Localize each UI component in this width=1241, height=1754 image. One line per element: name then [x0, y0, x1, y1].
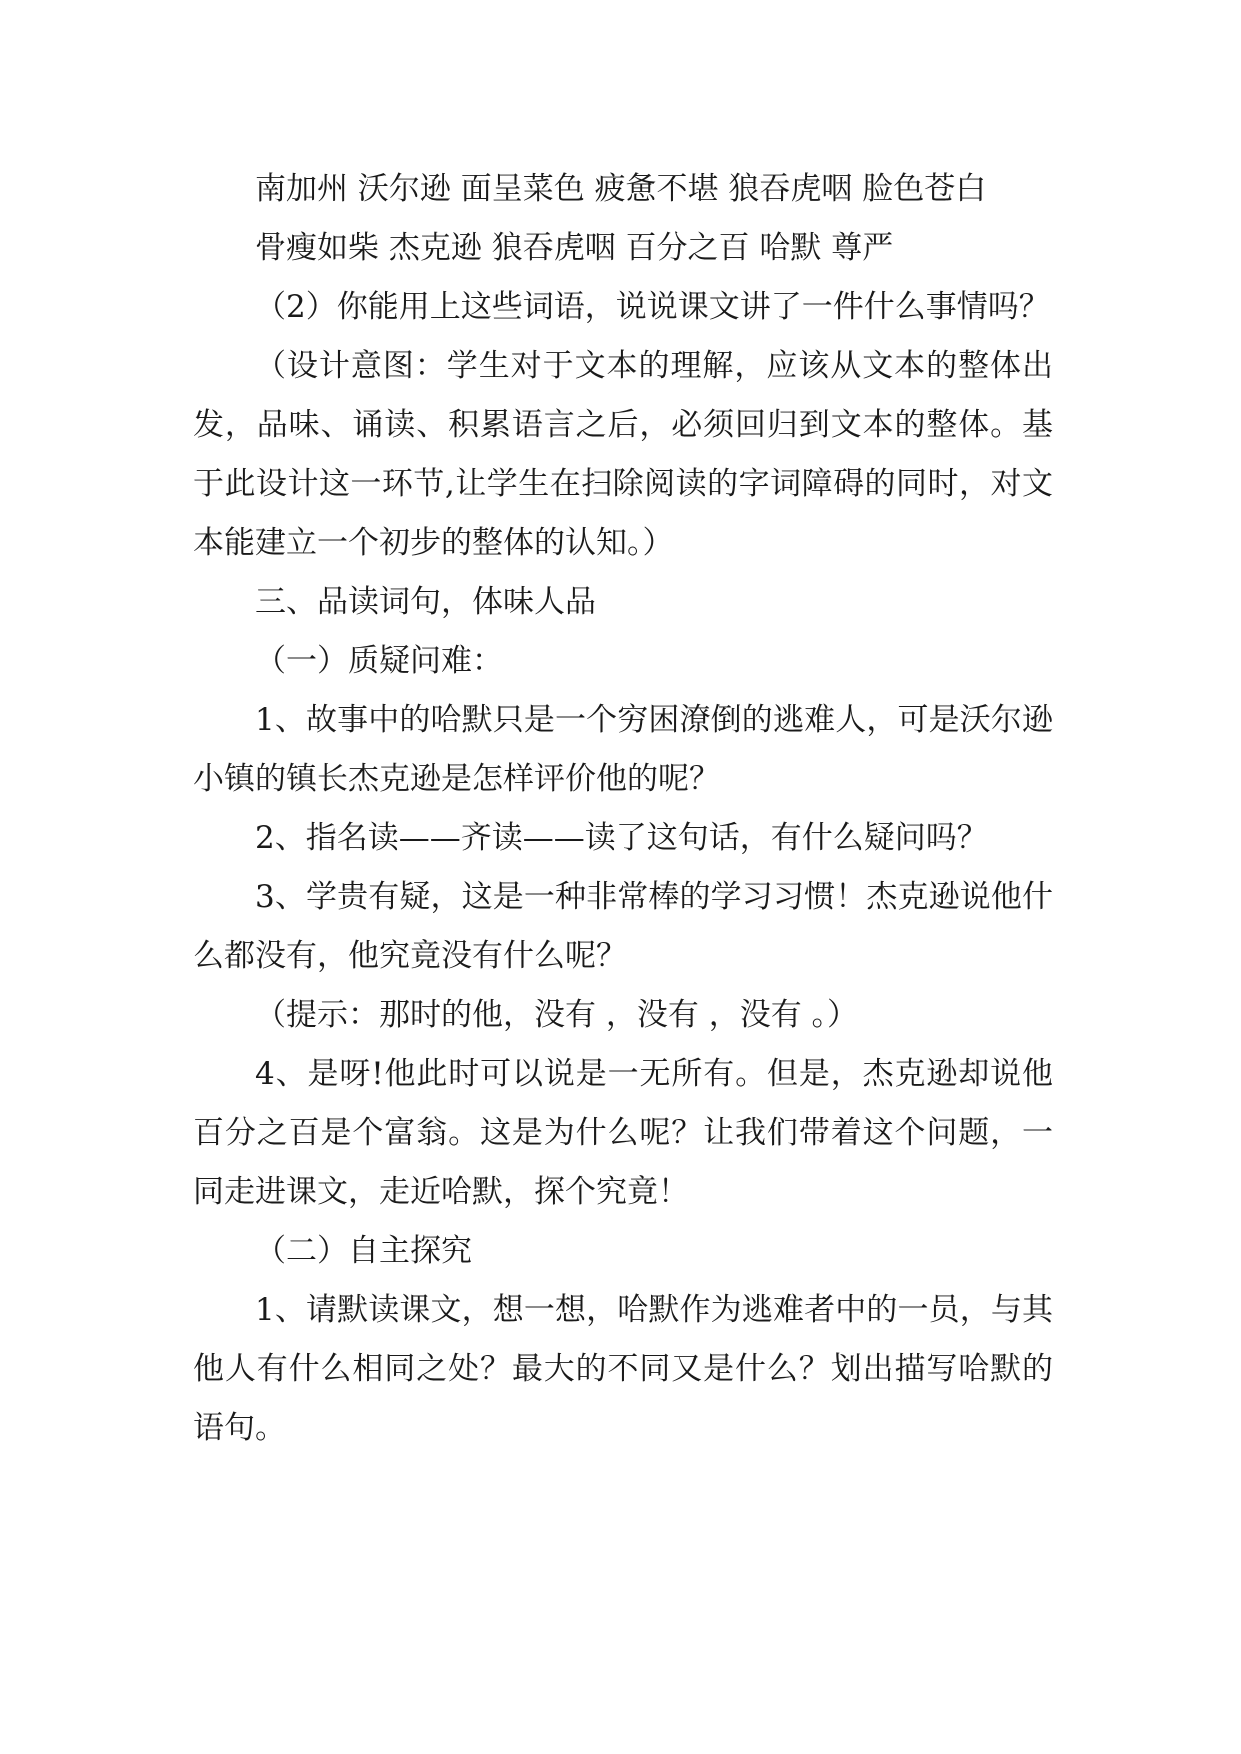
hint-line: （提示：那时的他，没有 ，没有 ，没有 。）: [255, 997, 859, 1033]
subsection-heading-2: （二）自主探究: [255, 1233, 472, 1269]
section-heading-3: 三、品读词句，体味人品: [255, 584, 596, 620]
inquiry-item-1: 1、请默读课文，想一想，哈默作为逃难者中的一员，与其他人有什么相同之处？最大的不同又是什么？划出描写哈默的语句。: [193, 1292, 1053, 1446]
vocab-line-1: 南加州 沃尔逊 面呈菜色 疲惫不堪 狼吞虎咽 脸色苍白: [255, 171, 987, 207]
design-intent: （设计意图：学生对于文本的理解，应该从文本的整体出发，品味、诵读、积累语言之后，必须回归到文本的整体。基于此设计这一环节,让学生在扫除阅读的字词障碍的同时，对文本能建立一个初步的整体的认知。）: [193, 348, 1053, 561]
vocab-line-2: 骨瘦如柴 杰克逊 狼吞虎咽 百分之百 哈默 尊严: [255, 230, 894, 266]
item-4: 4、是呀!他此时可以说是一无所有。但是，杰克逊却说他百分之百是个富翁。这是为什么呢？让我们带着这个问题，一同走进课文，走近哈默，探个究竟！: [193, 1056, 1053, 1210]
item-2: 2、指名读——齐读——读了这句话，有什么疑问吗？: [255, 820, 988, 856]
question-2: （2）你能用上这些词语，说说课文讲了一件什么事情吗？: [255, 289, 1050, 325]
item-1: 1、故事中的哈默只是一个穷困潦倒的逃难人，可是沃尔逊小镇的镇长杰克逊是怎样评价他的呢？: [193, 702, 1053, 797]
item-3: 3、学贵有疑，这是一种非常棒的学习习惯！杰克逊说他什么都没有，他究竟没有什么呢？: [193, 879, 1053, 974]
subsection-heading-1: （一）质疑问难：: [255, 643, 503, 679]
body-text: [193, 160, 1053, 1458]
